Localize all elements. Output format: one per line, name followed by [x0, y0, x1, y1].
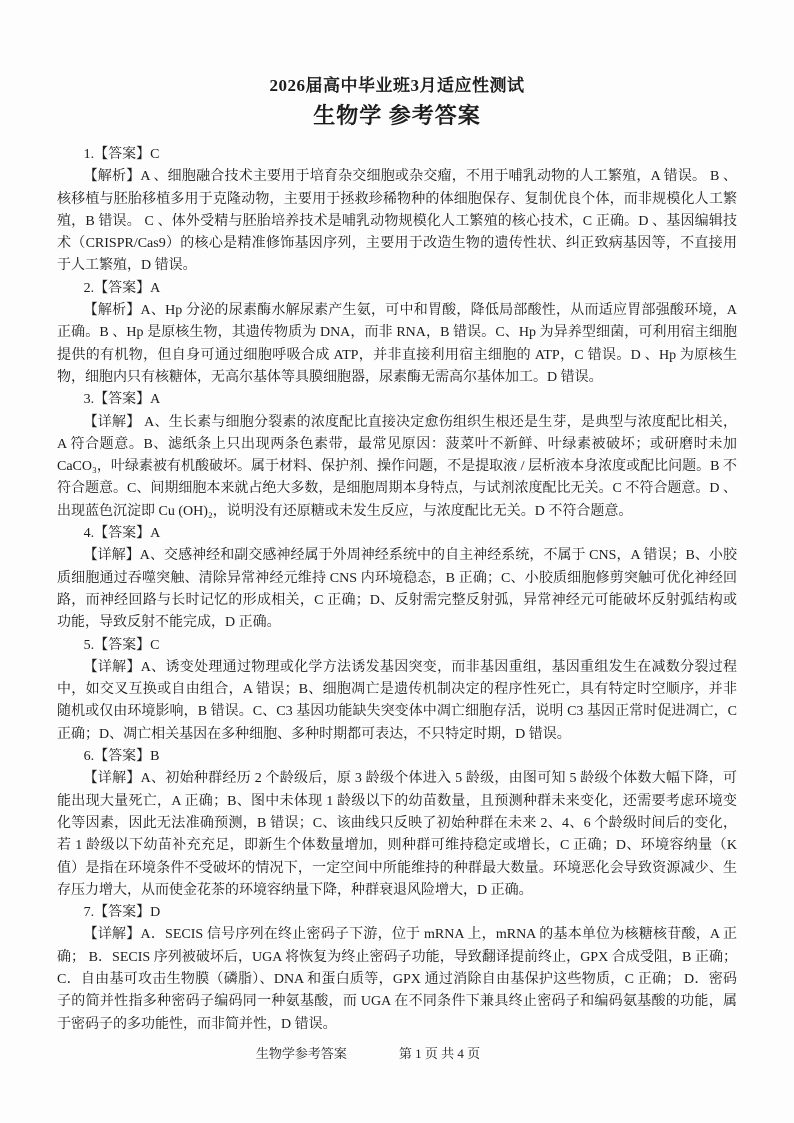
page-subtitle: 生物学 参考答案: [313, 103, 481, 128]
question-6-answer-line: 6.【答案】B: [83, 749, 160, 765]
question-5-block: [57, 635, 737, 746]
footer-page-number: 第 1 页 共 4 页: [398, 1046, 481, 1061]
question-7-explanation: 【详解】A．SECIS 信号序列在终止密码子下游，位于 mRNA 上，mRNA 的基本单位为核糖核苷酸，A 正确； B．SECIS 序列被破坏后，UGA 将恢复为终止密码子功能，导致翻译提前终止，GPX 合成受阻，B 正确；C．自由基可攻击生物膜（磷脂）、DNA 和蛋白质等，GPX 通过消除自由基保护这些物质，C 正确； D．密码子的简并性指多种密码子编码同一种氨基酸，而 UGA 在不同条件下兼具终止密码子和编码氨基酸的功能，属于密码子的多功能性，而非简并性，D 错误。: [57, 927, 737, 1032]
question-1-answer-line: 1.【答案】C: [83, 147, 160, 162]
footer-doc-title: 生物学参考答案: [255, 1046, 347, 1061]
answer-key-content: [57, 144, 737, 1036]
question-2-answer-line: 2.【答案】A: [83, 280, 161, 296]
question-4-block: [57, 523, 737, 634]
question-7-answer-line: 7.【答案】D: [83, 905, 161, 921]
question-6-block: [57, 746, 737, 902]
question-1-explanation: 【解析】A 、细胞融合技术主要用于培育杂交细胞或杂交瘤，不用于哺乳动物的人工繁殖，A 错误。 B 、核移植与胚胎移植多用于克隆动物，主要用于拯救珍稀物种的体细胞保存、复制优良个体，而非规模化人工繁殖，B 错误。 C 、体外受精与胚胎培养技术是哺乳动物规模化人工繁殖的核心技术，C 正确。D 、基因编辑技术（CRISPR/Cas9）的核心是精准修饰基因序列，主要用于改造生物的遗传性状、纠正致病基因等，不直接用于人工繁殖，D 错误。: [57, 169, 737, 274]
document-body: [57, 75, 737, 1036]
question-5-explanation: 【详解】A、诱变处理通过物理或化学方法诱发基因突变，而非基因重组，基因重组发生在减数分裂过程中，如交叉互换或自由组合，A 错误；B、细胞凋亡是遗传机制决定的程序性死亡，具有特定时空顺序，并非随机或仅由环境影响，B 错误。C、C3 基因功能缺失突变体中凋亡细胞存活，说明 C3 基因正常时促进凋亡，C 正确；D、凋亡相关基因在多种细胞、多种时期都可表达，不只特定时期，D 错误。: [57, 659, 737, 742]
question-7-block: [57, 902, 737, 1036]
question-3-explanation: 【详解】 A、生长素与细胞分裂素的浓度配比直接决定愈伤组织生根还是生芽，是典型与浓度配比相关，A 符合题意。B、滤纸条上只出现两条色素带，最常见原因：菠菜叶不新鲜、叶绿素被破坏；或研磨时未加 CaCO₃，叶绿素被有机酸破坏。属于材料、保护剂、操作问题，不是提取液 / 层析液本身浓度或配比问题。B 不符合题意。C、间期细胞本来就占绝大多数，是细胞周期本身特点，与试剂浓度配比无关。C 不符合题意。D 、出现蓝色沉淀即 Cu (OH)₂，说明没有还原糖或未发生反应，与浓度配比无关。D 不符合题意。: [57, 414, 737, 519]
question-5-answer-line: 5.【答案】C: [83, 637, 160, 653]
question-3-block: [57, 389, 737, 523]
page-footer: [0, 1043, 794, 1062]
question-1-block: [57, 144, 737, 278]
question-3-answer-line: 3.【答案】A: [83, 392, 161, 408]
question-4-explanation: 【详解】A、交感神经和副交感神经属于外周神经系统中的自主神经系统，不属于 CNS，A 错误；B、小胶质细胞通过吞噬突触、清除异常神经元维持 CNS 内环境稳态，B 正确；C、小胶质细胞修剪突触可优化神经回路，而神经回路与长时记忆的形成相关，C 正确；D、反射需完整反射弧，异常神经元可能破坏反射弧结构或功能，导致反射不能完成，D 正确。: [57, 548, 737, 631]
question-2-explanation: 【解析】A、Hp 分泌的尿素酶水解尿素产生氨，可中和胃酸，降低局部酸性，从而适应胃部强酸环境，A 正确。B 、Hp 是原核生物，其遗传物质为 DNA，而非 RNA，B 错误。C、Hp 为异养型细菌，可利用宿主细胞提供的有机物，但自身可通过细胞呼吸合成 ATP，并非直接利用宿主细胞的 ATP，C 错误。D 、Hp 为原核生物，细胞内只有核糖体，无高尔基体等具膜细胞器，尿素酶无需高尔基体加工。D 错误。: [57, 303, 737, 385]
question-2-block: [57, 278, 737, 389]
question-6-explanation: 【详解】A、初始种群经历 2 个龄级后，原 3 龄级个体进入 5 龄级，由图可知 5 龄级个体数大幅下降，可能出现大量死亡，A 正确；B、图中未体现 1 龄级以下的幼苗数量，且预测种群未来变化，还需要考虑环境变化等因素，因此无法准确预测，B 错误；C、该曲线只反映了初始种群在未来 2、4、6 个龄级时间后的变化，若 1 龄级以下幼苗补充充足，即新生个体数量增加，则种群可维持稳定或增长，C 正确；D、环境容纳量（K 值）是指在环境条件不受破坏的情况下，一定空间中所能维持的种群最大数量。环境恶化会导致资源减少、生存压力增大，从而使金花茶的环境容纳量下降，种群衰退风险增大，D 正确。: [57, 771, 737, 898]
page-title: 2026届高中毕业班3月适应性测试: [269, 76, 525, 95]
question-4-answer-line: 4.【答案】A: [83, 526, 161, 542]
